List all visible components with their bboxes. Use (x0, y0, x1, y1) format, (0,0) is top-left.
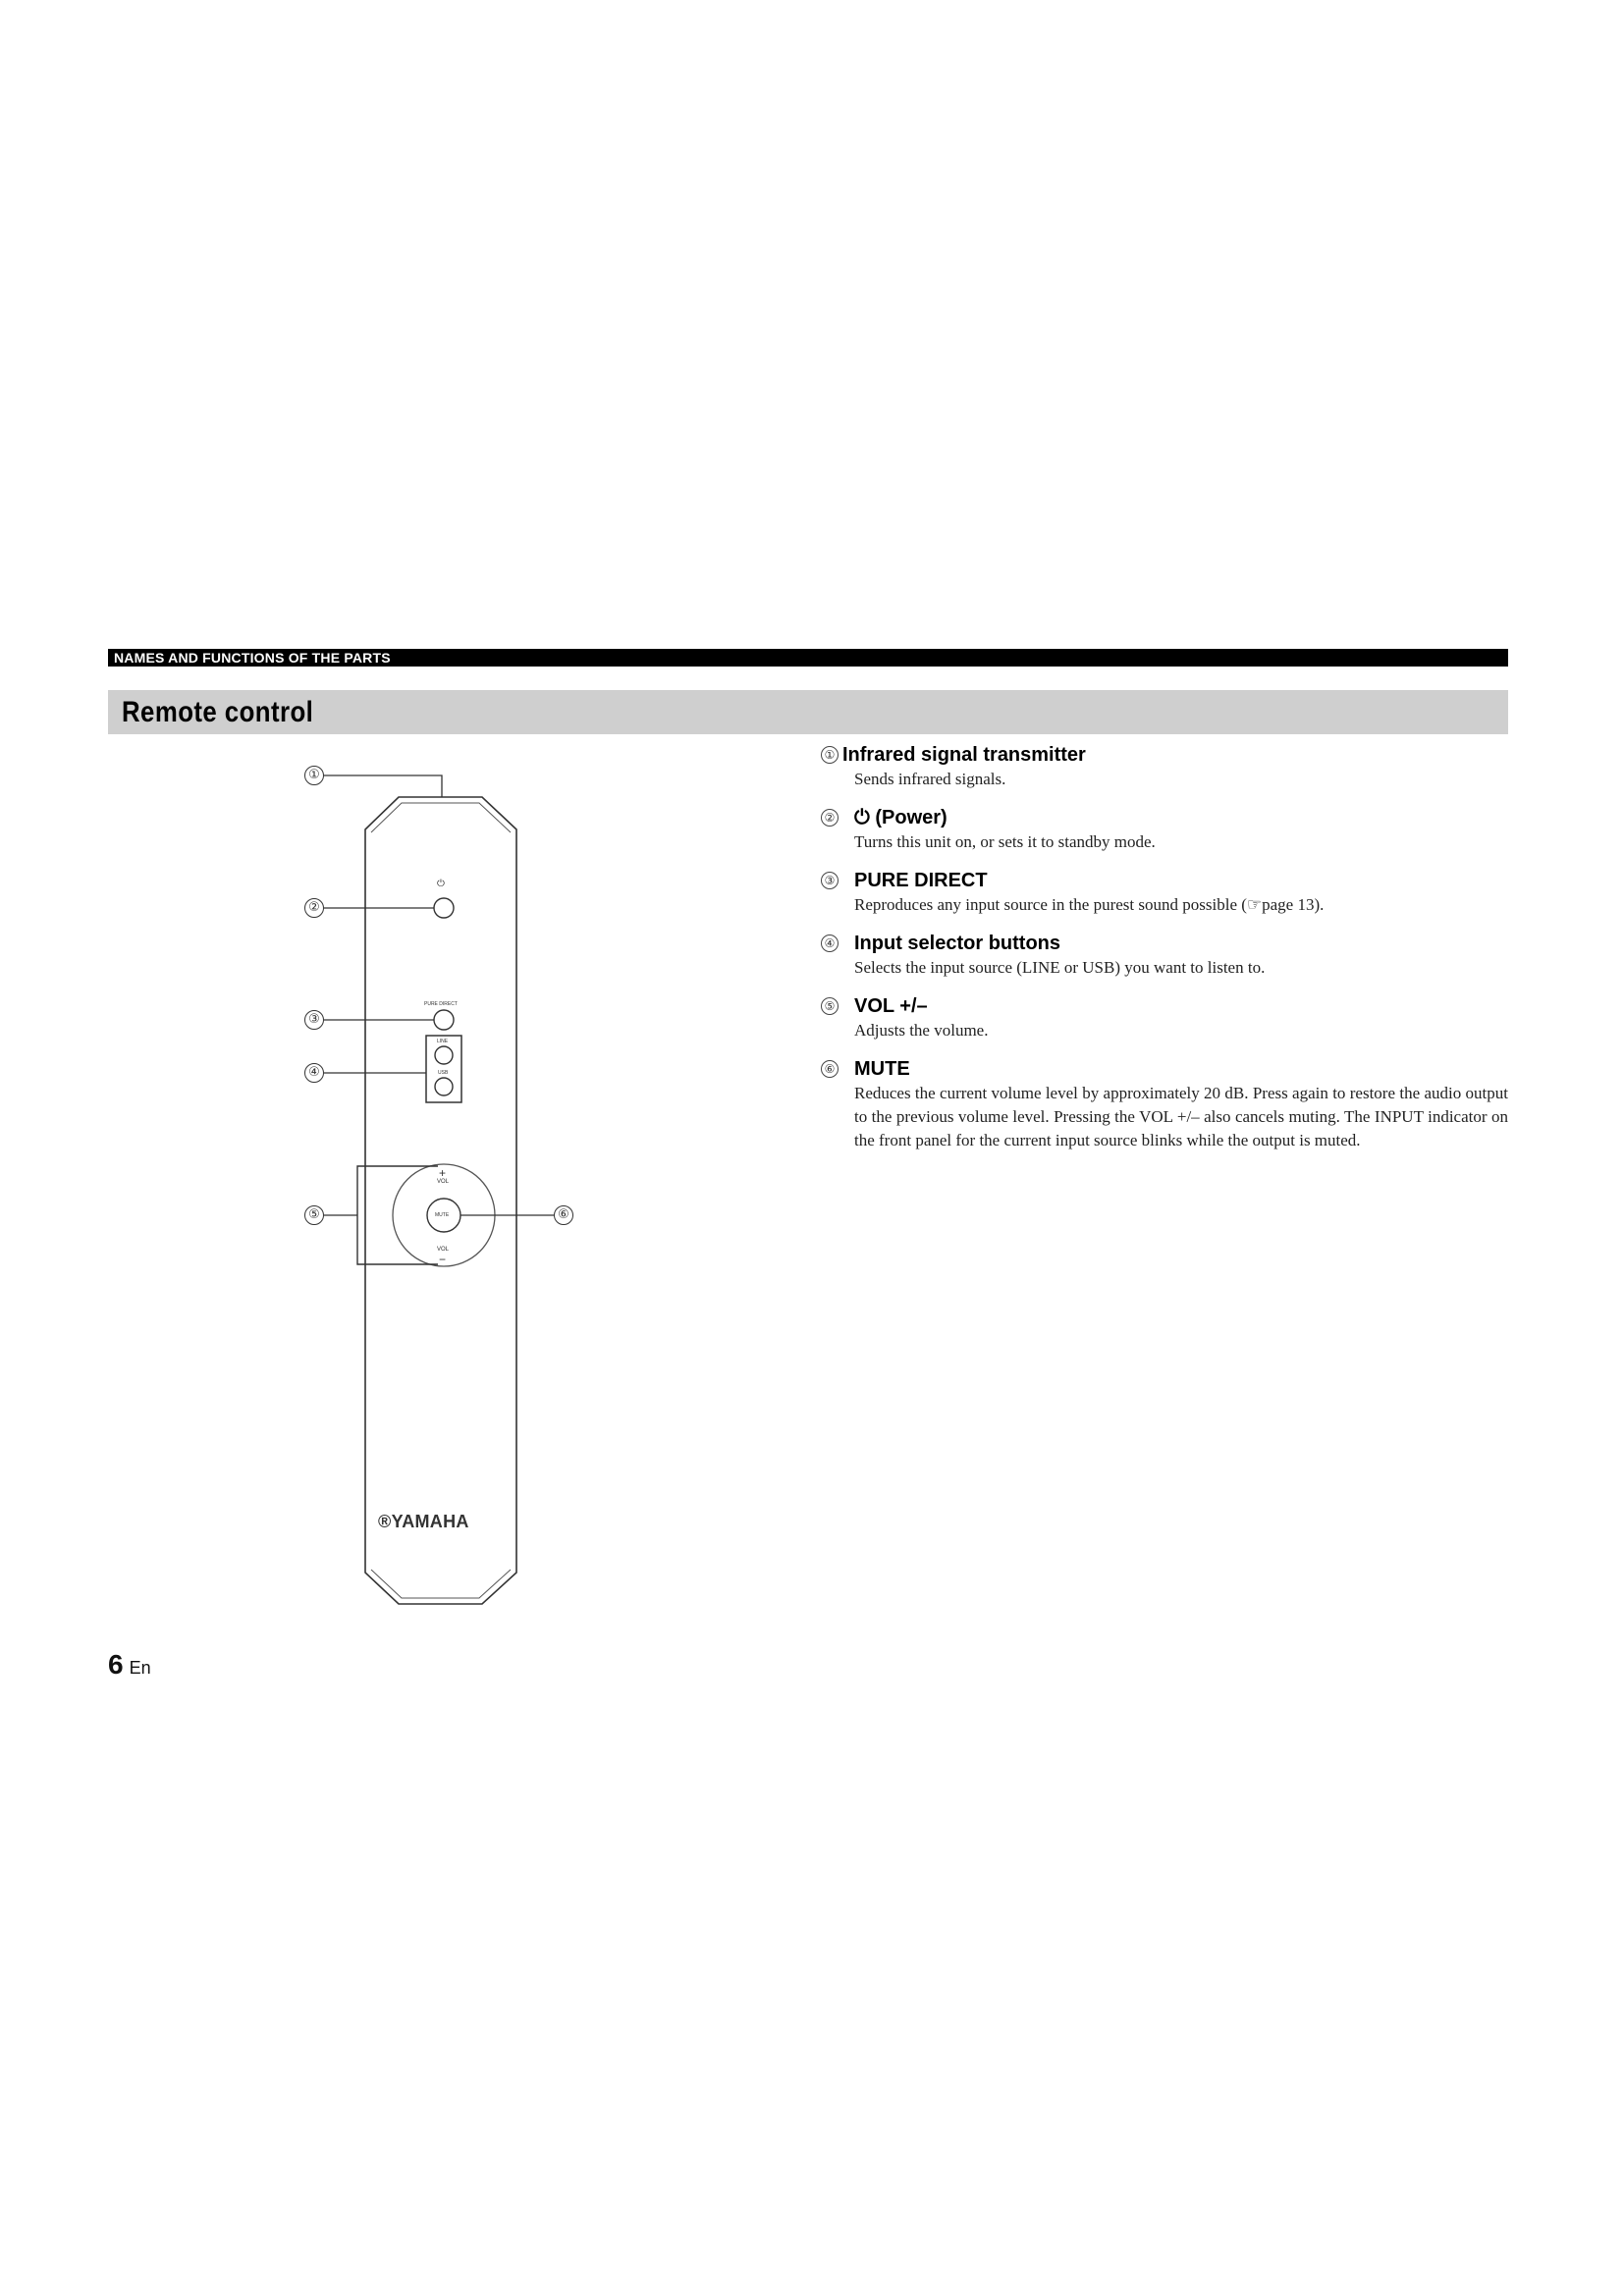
item-number: ⑤ (821, 997, 839, 1015)
item-number: ④ (821, 934, 839, 952)
vol-top-label: VOL (437, 1179, 450, 1185)
callout-1: ① (304, 766, 324, 785)
item-title: MUTE (854, 1058, 910, 1080)
item-title: Input selector buttons (854, 933, 1060, 954)
item-number: ⑥ (821, 1060, 839, 1078)
item-title-row (821, 993, 1508, 1019)
item-description: Turns this unit on, or sets it to standby mode. (854, 832, 1156, 851)
page-number-value: 6 (108, 1649, 124, 1680)
line-button-shape (435, 1046, 453, 1064)
page-number (108, 1649, 151, 1681)
item-description: Reproduces any input source in the purest sound possible (☞page 13). (854, 895, 1325, 914)
callout-6: ⑥ (554, 1205, 573, 1225)
page-language: En (129, 1658, 151, 1678)
list-item (821, 805, 1508, 854)
title-bar (108, 690, 1508, 734)
parts-list (821, 742, 1508, 1166)
list-item (821, 931, 1508, 980)
callout-5: ⑤ (304, 1205, 324, 1225)
callout-2: ② (304, 898, 324, 918)
item-number: ① (821, 746, 839, 764)
page-title: Remote control (122, 696, 314, 728)
list-item (821, 868, 1508, 917)
item-title-row (821, 868, 1508, 893)
usb-label: USB (438, 1070, 449, 1076)
item-description: Adjusts the volume. (854, 1021, 989, 1040)
item-description: Reduces the current volume level by approximately 20 dB. Press again to restore the audio output to the previous volume level. Pressing the VOL +/– also cancels muting. The INPUT indicator on the front panel for the current input source blinks while the output is muted. (854, 1084, 1508, 1149)
remote-outline (295, 756, 609, 1639)
vol-bottom-label: VOL (437, 1247, 450, 1253)
line-label: LINE (437, 1039, 449, 1044)
callout-bracket-5 (357, 1166, 438, 1264)
pure-direct-button-shape (434, 1010, 454, 1030)
item-title-row (821, 742, 1508, 768)
remote-diagram (295, 756, 609, 1639)
vol-minus-label: − (439, 1253, 447, 1266)
mute-label: MUTE (435, 1212, 450, 1218)
item-title: PURE DIRECT (854, 870, 988, 891)
item-number: ② (821, 809, 839, 827)
callout-line-1 (324, 775, 442, 797)
item-description: Sends infrared signals. (854, 770, 1006, 788)
item-title-row (821, 931, 1508, 956)
callout-3: ③ (304, 1010, 324, 1030)
item-title-row (821, 1056, 1508, 1082)
section-header: NAMES AND FUNCTIONS OF THE PARTS (108, 649, 1508, 667)
item-title: VOL +/– (854, 995, 928, 1017)
callout-4: ④ (304, 1063, 324, 1083)
item-title: ⏻ (Power) (854, 807, 947, 828)
usb-button-shape (435, 1078, 453, 1095)
list-item (821, 1056, 1508, 1152)
item-title-row (821, 805, 1508, 830)
item-number: ③ (821, 872, 839, 889)
yamaha-logo: ®YAMAHA (378, 1512, 469, 1531)
vol-plus-label: + (439, 1166, 447, 1180)
item-title: Infrared signal transmitter (842, 744, 1086, 766)
list-item (821, 742, 1508, 791)
item-description: Selects the input source (LINE or USB) you want to listen to. (854, 958, 1266, 977)
power-button-shape (434, 898, 454, 918)
power-icon: ⏻ (437, 879, 445, 889)
list-item (821, 993, 1508, 1042)
pure-direct-label: PURE DIRECT (424, 1001, 458, 1007)
